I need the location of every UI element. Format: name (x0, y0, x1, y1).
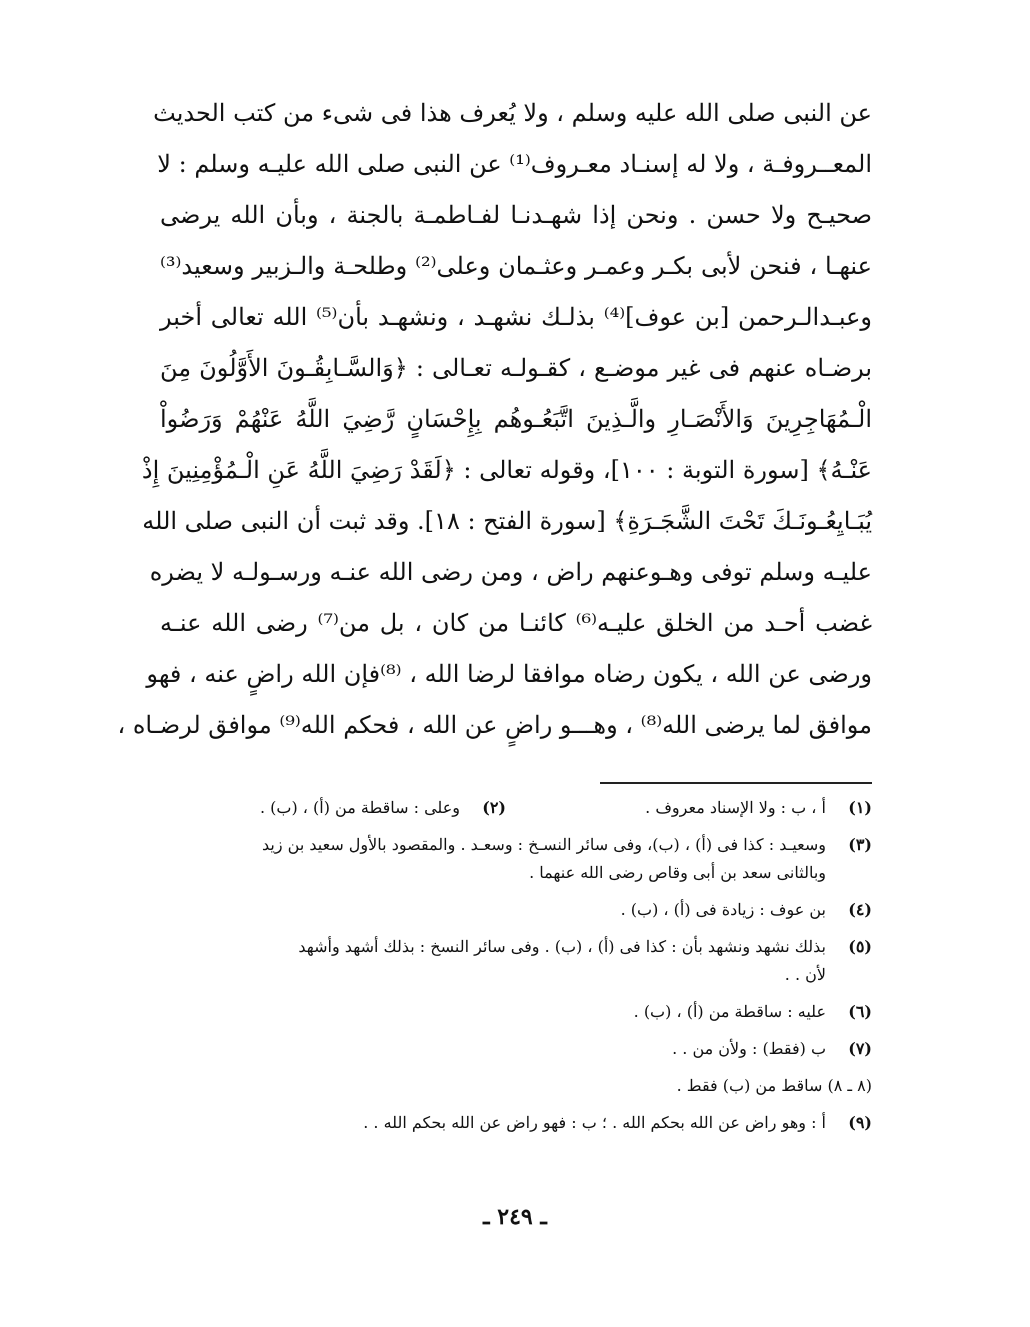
footnote-text: بن عوف : زيادة فى (أ) ، (ب) . (620, 900, 826, 919)
footnote-row (160, 794, 872, 822)
footnote-number: (٥) (848, 937, 872, 956)
footnote-row (160, 998, 872, 1026)
footnote-row (160, 933, 872, 961)
footnote-text: (٨ ـ ٨) ساقط من (ب) فقط . (676, 1076, 872, 1095)
footnote-number: (٦) (848, 1002, 872, 1021)
text-line: المعــروفـة ، ولا له إسنـاد معـروف⁽¹⁾ عن النبى صلى الله عليـه وسلم : لا (157, 150, 872, 178)
page-number: ـ ٢٤٩ ـ (483, 1204, 547, 1230)
footnote-row (160, 1035, 872, 1063)
footnote-row (160, 1072, 872, 1100)
footnote-number: (١) (848, 798, 872, 817)
footnote-text: وسعيـد : كذا فى (أ) ، (ب)، وفى سائر النسـخ : وسعـد . والمقصود بالأول سعيد بن زيد (261, 835, 826, 854)
text-line: عنهـا ، فنحن لأبى بكـر وعمـر وعثـمان وعلى⁽²⁾ وطلحـة والـزبير وسعيد⁽³⁾ (160, 252, 872, 280)
footnote-text: أ : وهو راض عن الله بحكم الله . ؛ ب : فهو راض عن الله بحكم الله . . (363, 1113, 826, 1132)
footnote-text: ب (فقط) : ولأن من . . (672, 1039, 826, 1058)
footnote-continuation: لأن . . (784, 965, 826, 984)
main-text (117, 88, 873, 751)
footnote-text: وعلى : ساقطة من (أ) ، (ب) . (259, 798, 460, 817)
footnote-text: أ ، ب : ولا الإسناد معروف . (645, 798, 826, 817)
text-line: وعبـدالـرحمن [بن عوف]⁽⁴⁾ بذلـك نشهـد ، ونشهـد بأن⁽⁵⁾ الله تعالى أخبر (160, 303, 873, 331)
text-line: غضب أحـد من الخلق عليـه⁽⁶⁾ كائنـا من كان ، بل من⁽⁷⁾ رضى الله عنـه (160, 609, 872, 637)
footnote-number: (٧) (848, 1039, 872, 1058)
footnote-row (160, 896, 872, 924)
footnote-row (160, 831, 872, 859)
text-line: يُبَـايِعُـونَـكَ تَحْتَ الشَّجَـرَةِ﴾ [سورة الفتح : ١٨]. وقد ثبت أن النبى صلى الله (142, 507, 872, 535)
text-line: عَنْـهُ﴾ [سورة التوبة : ١٠٠]، وقوله تعالى : ﴿لَقَدْ رَضِيَ اللَّهُ عَنِ الْـمُؤْمِنِينَ إِذْ (141, 456, 872, 484)
text-line: عليـه وسلم توفى وهـوعنهم راض ، ومن رضى الله عنـه ورسـولـه لا يضره (149, 558, 872, 586)
footnote-number: (٩) (848, 1113, 872, 1132)
footnote-text: عليه : ساقطة من (أ) ، (ب) . (633, 1002, 826, 1021)
text-line: عن النبى صلى الله عليه وسلم ، ولا يُعرف هذا فى شىء من كتب الحديث (153, 99, 872, 127)
footnote-number: (٣) (848, 835, 872, 854)
footnote-text: بذلك نشهد ونشهد بأن : كذا فى (أ) ، (ب) . وفى سائر النسخ : بذلك أشهد وأشهد (298, 937, 826, 956)
footnotes (160, 794, 872, 1146)
footnote-row (160, 1109, 872, 1137)
footnote-number: (٢) (482, 798, 506, 817)
text-line: موافق لما يرضى الله⁽⁸⁾ ، وهـــو راضٍ عن الله ، فحكم الله⁽⁹⁾ موافق لرضـاه ، (117, 711, 872, 739)
footnote-number: (٤) (848, 900, 872, 919)
footnote-divider (600, 782, 872, 784)
text-line: الْـمُهَاجِرِينَ وَالأَنْصَـارِ والَّـذِينَ اتَّبَعُـوهُم بِإِحْسَانٍ رَّضِيَ اللَّهُ عَنْهُمْ وَرَضُواْ (160, 405, 872, 433)
text-line: صحيـح ولا حسن . ونحن إذا شهـدنـا لفـاطمـة بالجنة ، وبأن الله يرضى (160, 201, 872, 229)
text-line: برضـاه عنهم فى غير موضـع ، كقـولـه تعـالى : ﴿وَالسَّـابِقُـونَ الأَوَّلُونَ مِنَ (160, 354, 872, 382)
text-line: ورضى عن الله ، يكون رضاه موافقا لرضا الله ، ⁽⁸⁾فإن الله راضٍ عنه ، فهو (146, 660, 872, 688)
footnote-continuation: وبالثانى سعد بن أبى وقاص رضى الله عنهما . (529, 863, 826, 882)
